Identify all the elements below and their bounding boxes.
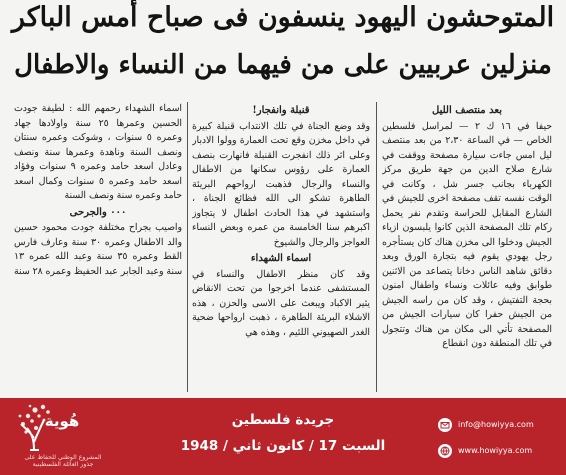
logo-caption xyxy=(8,454,118,468)
website-link[interactable] xyxy=(438,443,556,459)
column-middle-body: وقد وضع الجناة في تلك الانتداب قنبلة كبيرة في داخل مخزن وقع تحت العمارة وولوا الادبار وعلى اثر ذلك انفجرت القنبلة فانهارت بنصف العمارة على رؤوس سكانها من الاطفال والنساء والرجال فذهبت ارواحهم البريئة الطاهرة تشكو الى الله فظائع الجناة ، واستشهد في هذا الحادث اطفال لا يتجاوز اكبرهم سنا الخامسة من عمره وبعض النساء العواجز والرجال والشيوخ xyxy=(192,120,370,248)
email-text: info@howiyya.com xyxy=(458,420,534,429)
column-middle-subheading: اسماء الشهداء xyxy=(250,253,312,264)
column-divider xyxy=(187,102,188,392)
newspaper-title: جريدة فلسطين xyxy=(231,412,335,428)
column-divider xyxy=(376,102,377,392)
envelope-icon xyxy=(438,418,452,432)
column-left-body: اسماء الشهداء رحمهم الله : لطيفة جودت الحسين وعمرها ٢٥ سنة واولادها جهاد وعمره ٥ سنوات ، وشوكت وعمره سنتان ونصف السنة وناهدة وعمرها سنة ونصف وعادل اسعد حامد وعمره ٩ سنوات وفؤاد اسعد حامد وعمره ٥ سنوات وكمال اسعد حامد وعمره سنة ونصف السنة xyxy=(14,103,182,201)
logo-wordmark: هُوية xyxy=(44,412,80,430)
column-right-heading: بعد منتصف الليل xyxy=(432,105,502,116)
globe-icon xyxy=(438,444,452,458)
article-column-left xyxy=(14,102,182,396)
howiyya-logo[interactable] xyxy=(8,402,100,472)
column-middle-heading: قنبلة وانفجار! xyxy=(252,105,310,116)
column-right-body: حيفا في ١٦ ك ٢ — لمراسل فلسطين الخاص — في الساعة ٢،٣٠ من بعد منتصف ليل امس جاءت سيارة مصفحة ووقفت في شارع صلاح الدين من جهة طريق مركز الكهرباء بجانب جسر شل ، وكانت في الوقت نفسه تقف مصفحة اخرى للجيش في الشارع المقابل للحراسة وتقدم نفر يحمل ركام تلك المصفحة الذين كانوا يلبسون ازياء الجيش ودخلوا الى مخزن هناك كان يستأجره رجل يهودي يقوم فيه بتجارة الورق وبعد دقائق شاهد الناس دخانا يتصاعد من الاثنين طوابق وفيه عائلات ونساء واطفال امنون بحجة التفتيش ، وقد كان من راسه الجيش من الجيش حفرا كان سيارات الجيش من المصفحة تأتي الى مكان من هناك وتتجول في تلك المنطقة دون انقطاع xyxy=(382,120,552,349)
headline-line-1: المتوحشون اليهود ينسفون فى صباح أمس الباكر xyxy=(11,2,555,33)
email-contact[interactable] xyxy=(438,417,556,433)
logo-caption-line-1: المشروع الوطني للحفاظ على xyxy=(24,454,102,461)
column-middle-body-2: وقد كان منظر الاطفال والنساء في المستشفى عندما اخرجوا من تحت الانقاض يثير الاكباد ويبعث على الاسى والحزن ، هذه الاشلاء البريئة الطاهرة ، ذهبت ارواحها ضحية الغدر الصهيوني اللئيم ، وهذه هي xyxy=(192,268,370,338)
column-left-body-2: واصيب بجراح مختلفة جودت محمود حسين والد الاطفال وعمره ٣٠ سنة وعارف فارس القط وعمره ٣٥ سنة وعبد الله عمره ١٣ سنة وعبد الجابر عبد الحفيظ وعمره ٢٨ سنة xyxy=(14,222,182,277)
article-column-middle xyxy=(192,102,370,396)
headline-line-2: منزلين عربيين على من فيهما من النساء والاطفال xyxy=(14,50,552,80)
logo-caption-line-2: جذور العائلة الفلسطينية xyxy=(32,461,94,468)
publication-date: السبت 17 / كانون ثاني / 1948 xyxy=(180,438,386,454)
footer-band xyxy=(0,398,566,475)
website-text: www.howiyya.com xyxy=(458,446,533,455)
column-left-subheading: ٠٠٠ والجرحى xyxy=(69,206,127,218)
article-column-right xyxy=(382,102,552,396)
